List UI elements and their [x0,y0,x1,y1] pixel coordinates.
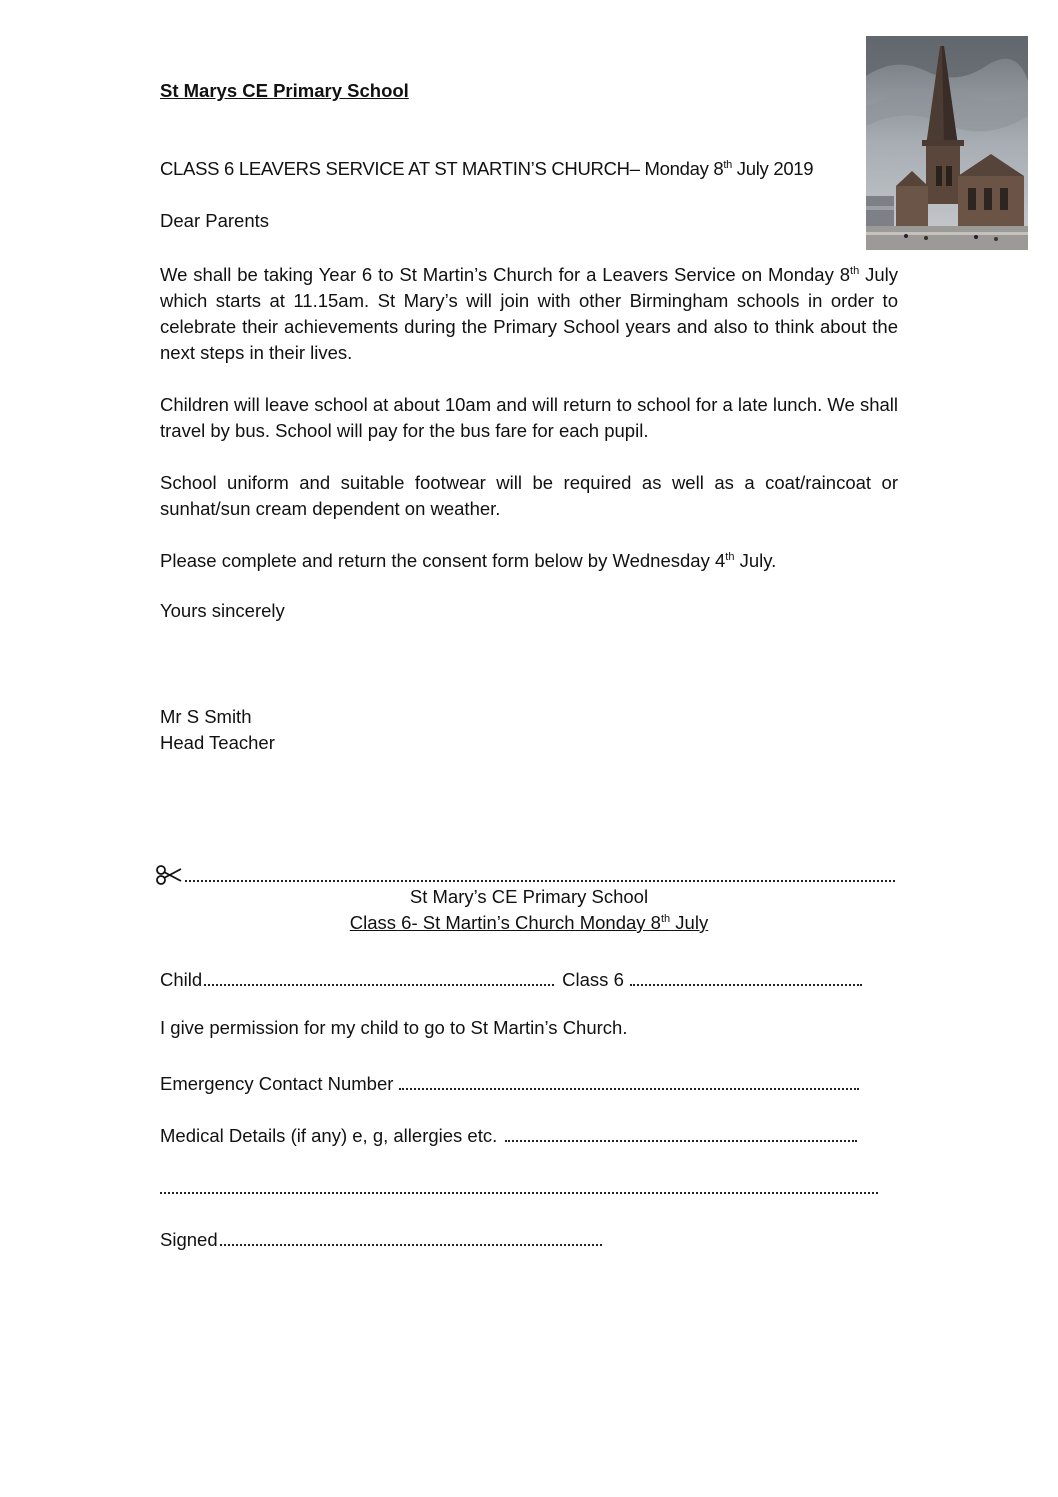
cut-dotted-line [185,868,895,882]
form-school-name: St Mary’s CE Primary School [409,886,649,907]
permission-statement: I give permission for my child to go to St Martin’s Church. [160,1017,628,1038]
cut-line [155,862,895,888]
paragraph-consent: Please complete and return the consent form below by Wednesday 4th July. [160,550,777,571]
school-title: St Marys CE Primary School [160,80,409,101]
medical-row [160,1121,861,1147]
paragraph-uniform: School uniform and suitable footwear will be required as well as a coat/raincoat or sunhat/sun cream dependent on weather. [160,472,898,519]
emergency-label: Emergency Contact Number [160,1073,394,1094]
closing: Yours sincerely [160,600,285,621]
class-label: Class 6 [562,969,624,990]
signatory-role: Head Teacher [160,732,275,753]
church-photo [866,36,1028,250]
child-row [160,965,866,991]
emergency-row [160,1069,863,1095]
signed-row [160,1225,606,1251]
letter-heading: CLASS 6 LEAVERS SERVICE AT ST MARTIN’S CHURCH– Monday 8th July 2019 [160,158,814,179]
medical-details-field[interactable] [505,1134,857,1142]
child-label: Child [160,969,203,990]
signoff [160,704,275,756]
scissors-icon [155,864,183,886]
signatory-name: Mr S Smith [160,706,252,727]
medical-extra-row [160,1173,882,1199]
medical-label: Medical Details (if any) e, g, allergies etc. [160,1125,498,1146]
medical-details-extra-field[interactable] [160,1186,878,1194]
emergency-contact-field[interactable] [399,1082,859,1090]
signed-label: Signed [160,1229,218,1250]
paragraph-service: We shall be taking Year 6 to St Martin’s Church for a Leavers Service on Monday 8th July which starts at 11.15am. St Mary’s will join with other Birmingham schools in order to celebrate their achievements during the Primary School years and also to think about the next steps in their lives. [160,264,898,363]
child-name-field[interactable] [204,978,554,986]
signature-field[interactable] [220,1238,602,1246]
paragraph-travel: Children will leave school at about 10am and will return to school for a late lunch. We shall travel by bus. School will pay for the bus fare for each pupil. [160,394,898,441]
form-class-title: Class 6- St Martin’s Church Monday 8th July [349,912,709,933]
class-field[interactable] [630,978,862,986]
salutation: Dear Parents [160,210,269,231]
